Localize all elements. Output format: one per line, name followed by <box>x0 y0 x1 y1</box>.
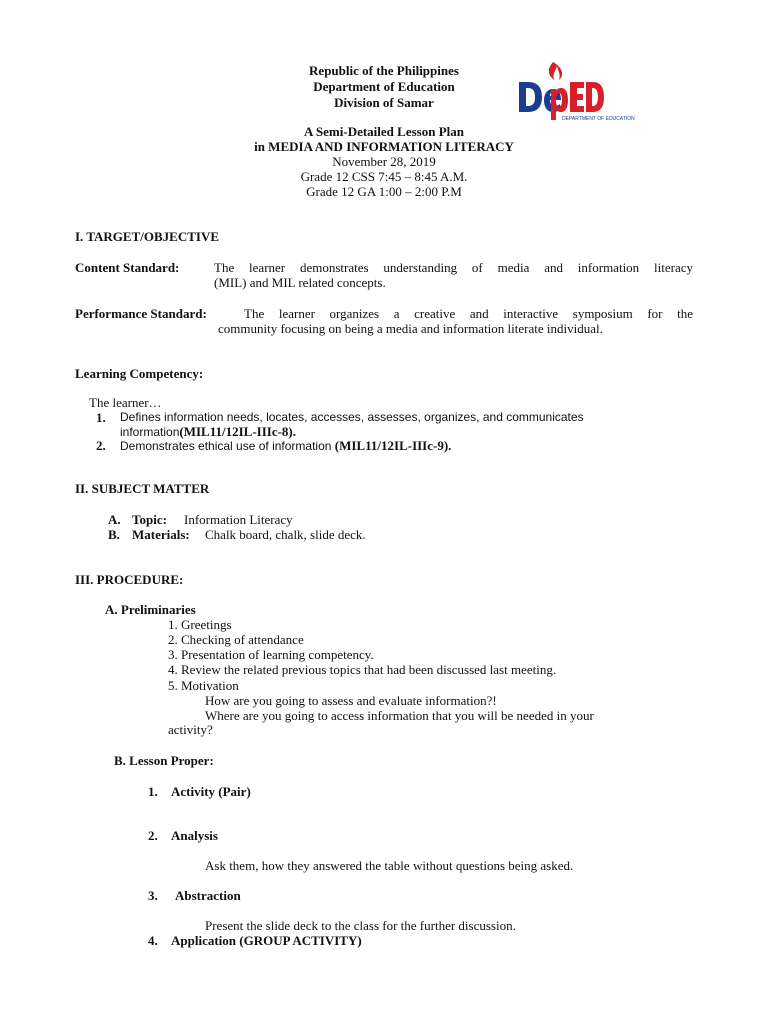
deped-tagline: DEPARTMENT OF EDUCATION <box>562 116 635 122</box>
content-standard-line1: The learner demonstrates understanding of media and information literacy <box>214 260 693 275</box>
subject-title: in MEDIA AND INFORMATION LITERACY <box>254 139 514 154</box>
competency-2-line <box>120 438 451 454</box>
plan-title: A Semi-Detailed Lesson Plan <box>304 124 464 139</box>
objective-heading: I. TARGET/OBJECTIVE <box>75 229 220 244</box>
performance-standard-label: Performance Standard: <box>75 306 207 321</box>
prelim-item-attendance: 2. Checking of attendance <box>168 632 304 647</box>
motivation-question-1: How are you going to assess and evaluate information?! <box>205 693 497 708</box>
step-activity: Activity (Pair) <box>171 784 251 799</box>
materials-label: Materials: <box>132 527 190 542</box>
step-3-number: 3. <box>148 888 158 903</box>
topic-letter: A. <box>108 512 121 527</box>
materials-letter: B. <box>108 527 120 542</box>
content-standard-label: Content Standard: <box>75 260 180 275</box>
prelim-item-review: 4. Review the related previous topics that had been discussed last meeting. <box>168 662 557 677</box>
lesson-date: November 28, 2019 <box>332 154 436 169</box>
competency-1-line1: Defines information needs, locates, accesses, assesses, organizes, and communicates <box>120 410 584 424</box>
competency-1-code: (MIL11/12IL-IIIc-8). <box>179 424 297 439</box>
content-standard-line2: (MIL) and MIL related concepts. <box>214 275 386 290</box>
topic-value: Information Literacy <box>184 512 293 527</box>
step-2-number: 2. <box>148 828 158 843</box>
deped-logo <box>516 58 635 128</box>
motivation-question-2: Where are you going to access information that you will be needed in your <box>205 708 594 723</box>
analysis-detail: Ask them, how they answered the table without questions being asked. <box>205 858 574 873</box>
competency-2-number: 2. <box>96 438 106 453</box>
performance-standard-line1: The learner organizes a creative and interactive symposium for the <box>244 306 693 321</box>
step-4-number: 4. <box>148 933 158 948</box>
subject-matter-heading: II. SUBJECT MATTER <box>75 481 210 496</box>
deped-logo-graphic <box>516 58 635 128</box>
materials-value: Chalk board, chalk, slide deck. <box>205 527 366 542</box>
step-application: Application (GROUP ACTIVITY) <box>171 933 362 948</box>
competency-2-text: Demonstrates ethical use of information <box>120 439 335 453</box>
procedure-heading: III. PROCEDURE: <box>75 572 184 587</box>
step-1-number: 1. <box>148 784 158 799</box>
topic-label: Topic: <box>132 512 167 527</box>
preliminaries-heading: A. Preliminaries <box>105 602 196 617</box>
learner-intro: The learner… <box>89 395 162 410</box>
prelim-item-motivation: 5. Motivation <box>168 678 239 693</box>
competency-1-number: 1. <box>96 410 106 425</box>
step-analysis: Analysis <box>171 828 218 843</box>
learning-competency-label: Learning Competency: <box>75 366 204 381</box>
schedule-ga: Grade 12 GA 1:00 – 2:00 P.M <box>306 184 462 199</box>
prelim-item-competency: 3. Presentation of learning competency. <box>168 647 374 662</box>
step-abstraction: Abstraction <box>175 888 241 903</box>
motivation-question-2-cont: activity? <box>168 722 213 737</box>
prelim-item-greetings: 1. Greetings <box>168 617 232 632</box>
header-republic: Republic of the Philippines <box>309 63 459 78</box>
header-department: Department of Education <box>313 79 455 94</box>
schedule-css: Grade 12 CSS 7:45 – 8:45 A.M. <box>300 169 468 184</box>
competency-2-code: (MIL11/12IL-IIIc-9). <box>334 438 452 453</box>
header-division: Division of Samar <box>334 95 434 110</box>
lesson-proper-heading: B. Lesson Proper: <box>114 753 214 768</box>
competency-1-text: information <box>120 425 180 439</box>
abstraction-detail: Present the slide deck to the class for the further discussion. <box>205 918 516 933</box>
performance-standard-line2: community focusing on being a media and information literate individual. <box>218 321 603 336</box>
